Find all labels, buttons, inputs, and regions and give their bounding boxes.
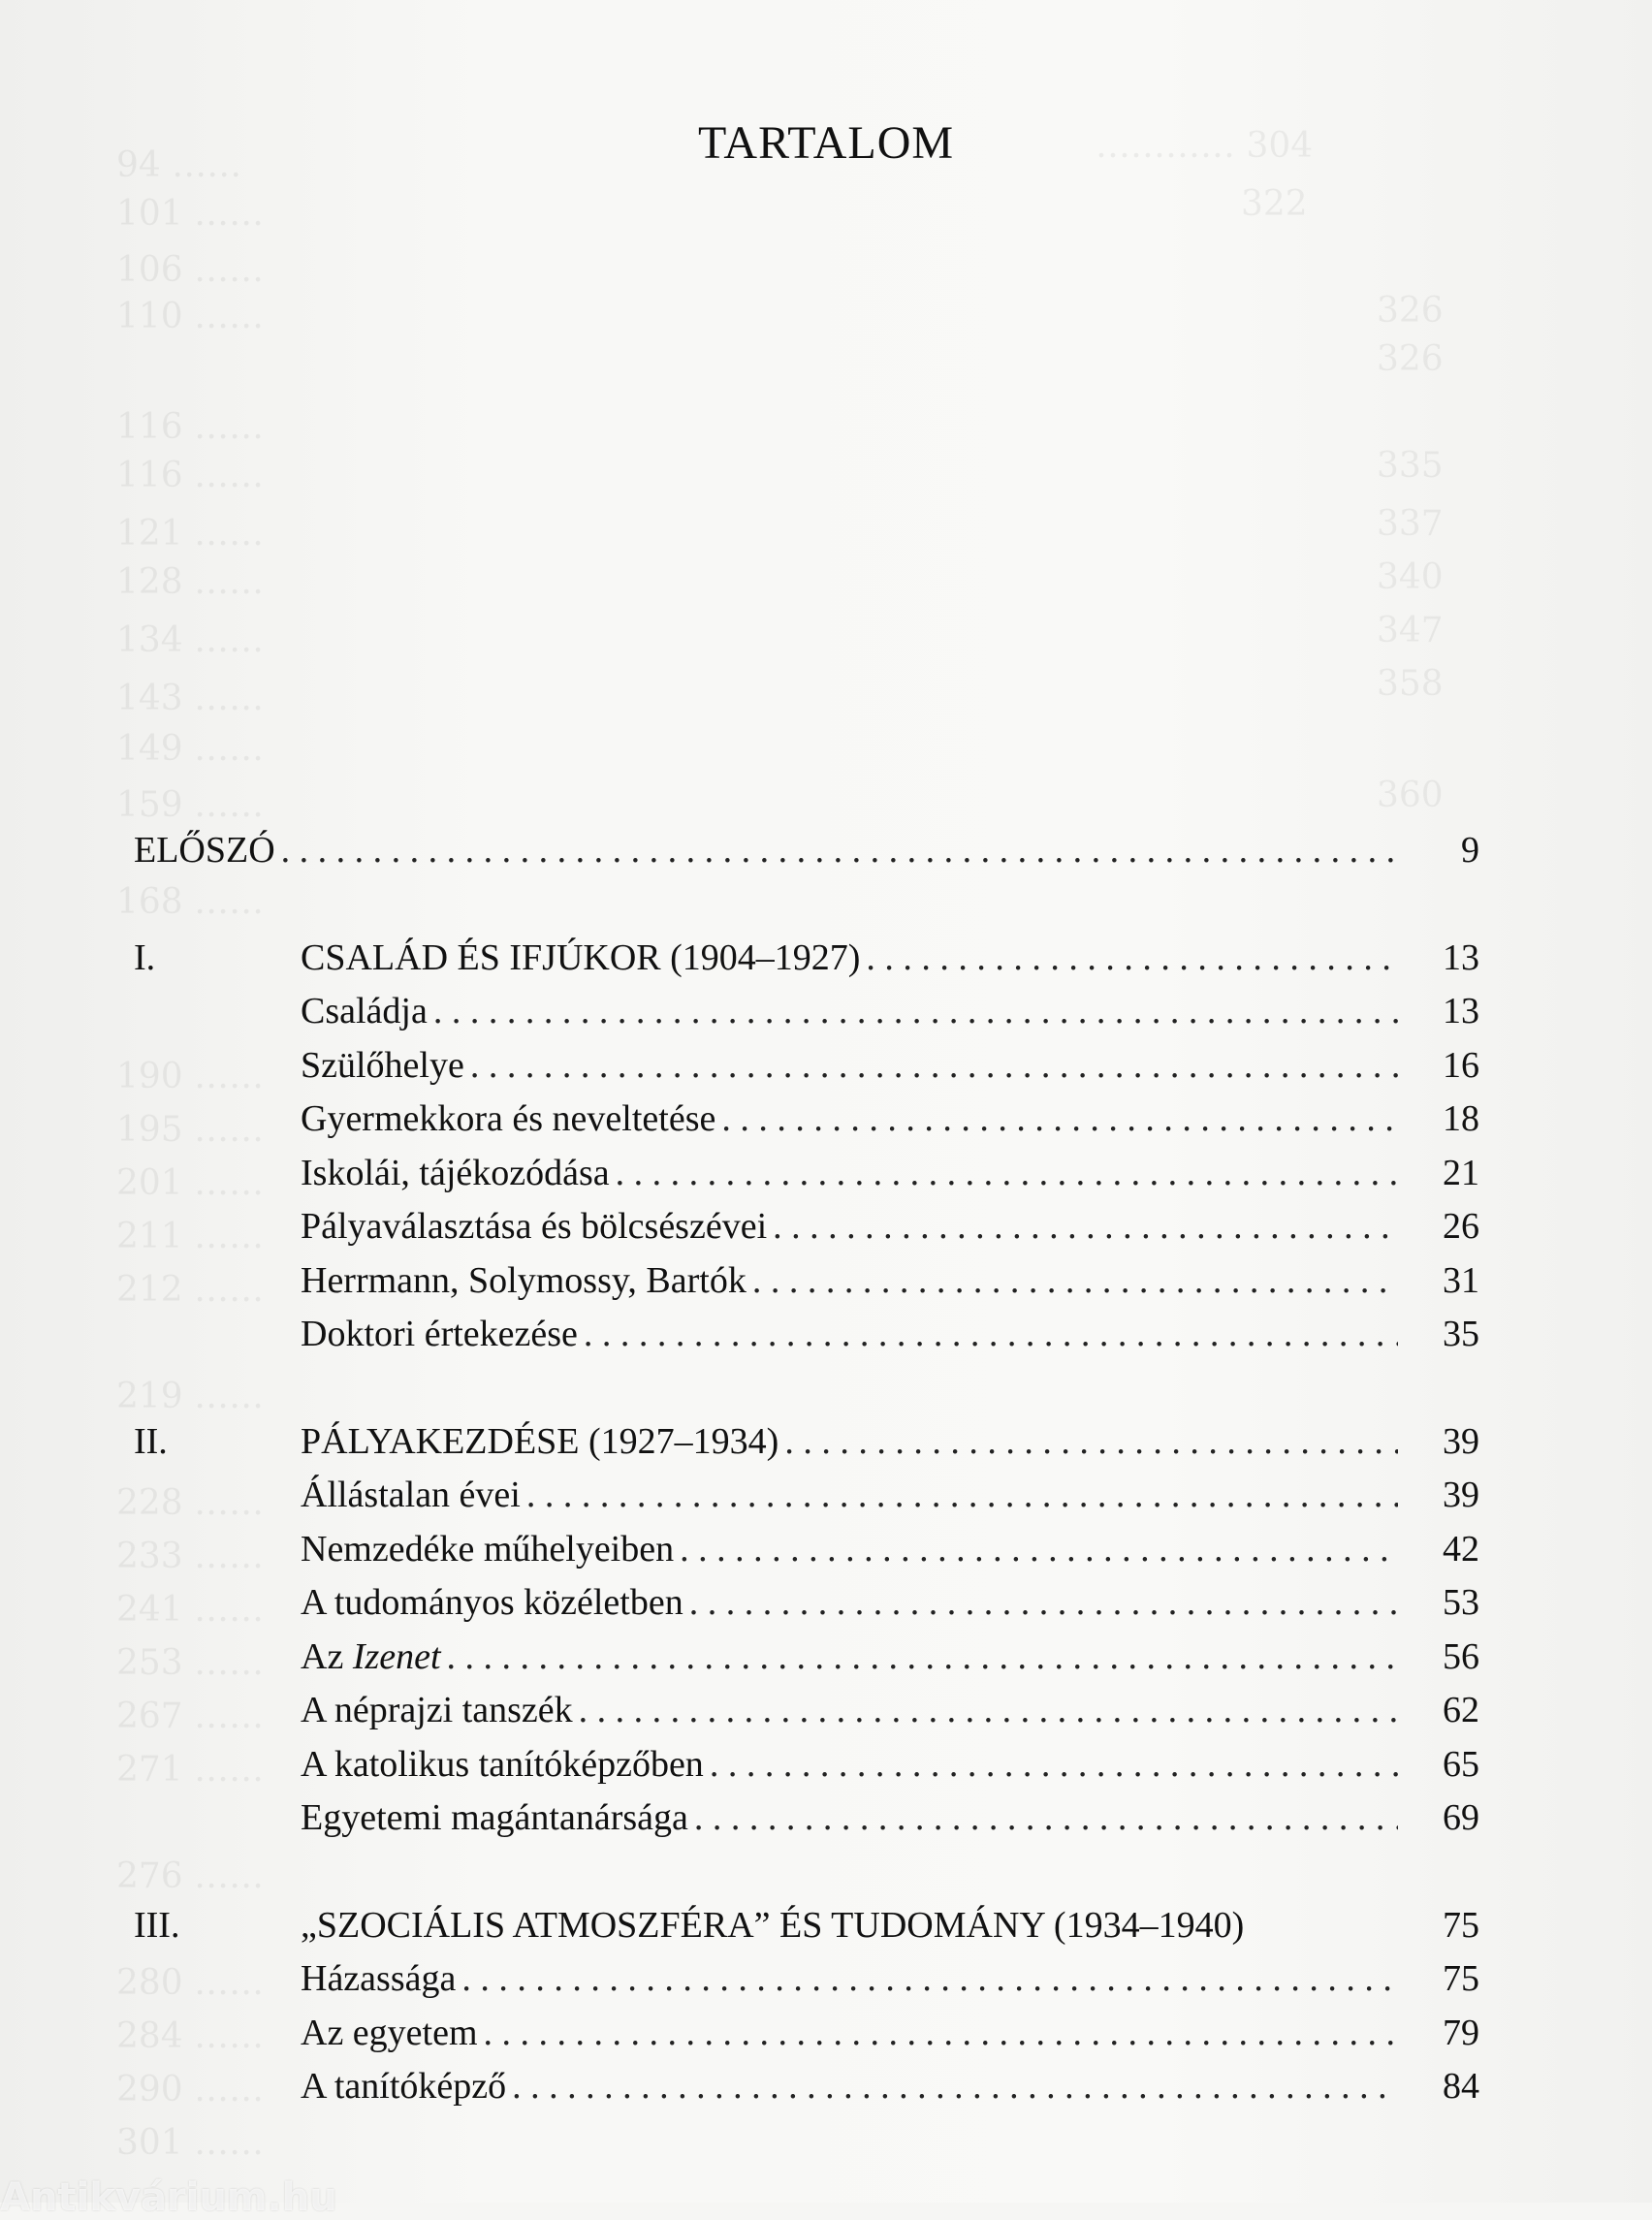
section-title: Herrmann, Solymossy, Bartók <box>301 1259 747 1301</box>
toc-page-number: 42 <box>1443 1528 1479 1570</box>
section-title: A tudományos közéletben <box>301 1582 683 1623</box>
dot-leader <box>461 1952 1398 2007</box>
dot-leader <box>694 1792 1398 1846</box>
dot-leader <box>433 985 1398 1039</box>
dot-leader <box>784 1415 1398 1470</box>
toc-page-number: 13 <box>1443 991 1479 1031</box>
watermark-logo: Antikvárium.hu <box>0 2175 337 2220</box>
section-title: Iskolái, tájékozódása <box>301 1152 610 1193</box>
section-title: Pályaválasztása és bölcsészévei <box>301 1206 768 1247</box>
chapter-number: I. <box>134 936 156 978</box>
section-title: Az Izenet <box>301 1635 441 1677</box>
chapter-title: „SZOCIÁLIS ATMOSZFÉRA” ÉS TUDOMÁNY (1934–1940) <box>301 1904 1245 1946</box>
dot-leader <box>866 932 1398 986</box>
section-title: Az egyetem <box>301 2012 478 2053</box>
section-title: A tanítóképző <box>301 2066 507 2107</box>
toc-section[interactable] <box>134 1631 1479 1685</box>
toc-page-number: 9 <box>1461 830 1479 871</box>
section-title: Házassága <box>301 1958 457 1999</box>
section-title: Állástalan évei <box>301 1475 521 1515</box>
toc-section[interactable] <box>134 1738 1479 1792</box>
section-title: Családja <box>301 991 428 1031</box>
toc-section[interactable] <box>134 1523 1479 1577</box>
chapter-title: CSALÁD ÉS IFJÚKOR (1904–1927) <box>301 936 861 978</box>
dot-leader <box>484 2007 1398 2061</box>
table-of-contents <box>134 824 1479 2114</box>
section-title: Gyermekkora és neveltetése <box>301 1098 716 1139</box>
dot-leader <box>689 1576 1398 1631</box>
toc-section[interactable] <box>134 1254 1479 1309</box>
toc-section[interactable] <box>134 1093 1479 1147</box>
toc-page-number: 31 <box>1443 1259 1479 1301</box>
toc-page-number: 39 <box>1443 1420 1479 1462</box>
toc-page-number: 53 <box>1443 1582 1479 1623</box>
dot-leader <box>512 2060 1398 2114</box>
toc-page-number: 13 <box>1443 936 1479 978</box>
dot-leader <box>616 1147 1398 1201</box>
toc-section[interactable] <box>134 1147 1479 1201</box>
chapter-number: III. <box>134 1904 180 1946</box>
toc-section[interactable] <box>134 1952 1479 2007</box>
toc-section[interactable] <box>134 1039 1479 1094</box>
dot-leader <box>710 1738 1398 1792</box>
toc-page-number: 39 <box>1443 1475 1479 1515</box>
toc-page-number: 26 <box>1443 1206 1479 1247</box>
toc-page-number: 21 <box>1443 1152 1479 1193</box>
section-title: Egyetemi magántanársága <box>301 1797 688 1838</box>
toc-section[interactable] <box>134 2060 1479 2114</box>
toc-page-number: 75 <box>1443 1904 1479 1946</box>
dot-leader <box>584 1308 1398 1362</box>
toc-section[interactable] <box>134 2007 1479 2061</box>
italic-title: Izenet <box>352 1635 441 1677</box>
section-title: Nemzedéke műhelyeiben <box>301 1528 675 1570</box>
toc-section[interactable] <box>134 1576 1479 1631</box>
toc-section[interactable] <box>134 1200 1479 1254</box>
toc-section[interactable] <box>134 1684 1479 1738</box>
section-title: Doktori értekezése <box>301 1314 578 1354</box>
chapter-title: PÁLYAKEZDÉSE (1927–1934) <box>301 1420 779 1462</box>
bleed-through-text: ………… 304 322 94 …… 101 …… 106 …… 110 …… 116 …… 116 …… 121 …… 128 …… 134 …… 143 …… 149 …… 159 …… 326 326 335 337 340 347 358 360 168 …… 190 …… 195 …… 201 …… 211 …… 212 …… 219 …… 228 …… 233 …… 241 …… 253 …… 267 …… 271 …… 276 …… 280 …… 284 …… 290 …… 301 …… <box>116 126 1444 2163</box>
dot-leader <box>721 1093 1398 1147</box>
toc-chapter-1[interactable] <box>134 932 1479 986</box>
toc-entry-preface[interactable] <box>134 824 1479 878</box>
toc-page-number: 75 <box>1443 1958 1479 1999</box>
chapter-number: II. <box>134 1420 168 1462</box>
toc-section[interactable] <box>134 1308 1479 1362</box>
toc-page-number: 69 <box>1443 1797 1479 1838</box>
section-title: A katolikus tanítóképzőben <box>301 1743 704 1785</box>
toc-chapter-2[interactable] <box>134 1415 1479 1470</box>
section-title: Szülőhelye <box>301 1044 464 1086</box>
page-title: TARTALOM <box>697 117 955 169</box>
dot-leader <box>579 1684 1398 1738</box>
dot-leader <box>470 1039 1398 1094</box>
toc-chapter-3[interactable] <box>134 1899 1479 1953</box>
toc-page-number: 35 <box>1443 1314 1479 1354</box>
toc-page-number: 56 <box>1443 1635 1479 1677</box>
toc-page-number: 62 <box>1443 1690 1479 1730</box>
toc-page-number: 84 <box>1443 2066 1479 2107</box>
dot-leader <box>526 1469 1398 1523</box>
toc-page-number: 79 <box>1443 2012 1479 2053</box>
dot-leader <box>773 1200 1398 1254</box>
dot-leader <box>752 1254 1398 1309</box>
toc-section[interactable] <box>134 985 1479 1039</box>
toc-section[interactable] <box>134 1469 1479 1523</box>
toc-page-number: 65 <box>1443 1743 1479 1785</box>
toc-page-number: 18 <box>1443 1098 1479 1139</box>
section-title: A néprajzi tanszék <box>301 1690 573 1730</box>
dot-leader <box>281 824 1398 878</box>
dot-leader <box>447 1631 1398 1685</box>
dot-leader <box>680 1523 1398 1577</box>
toc-section[interactable] <box>134 1792 1479 1846</box>
toc-page-number: 16 <box>1443 1044 1479 1086</box>
toc-entry-label: ELŐSZÓ <box>134 830 275 871</box>
